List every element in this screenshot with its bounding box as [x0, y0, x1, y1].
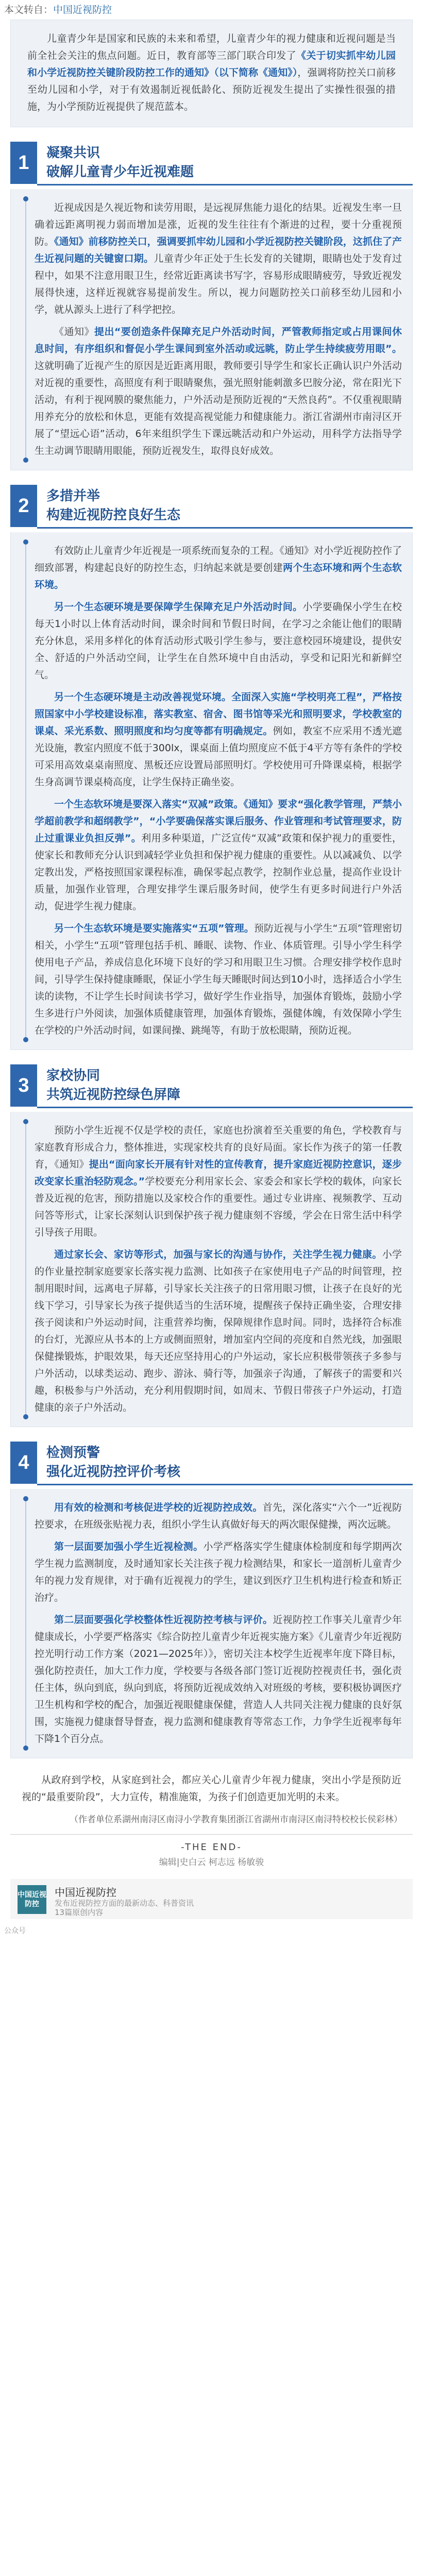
section-header — [10, 1439, 413, 1489]
section-paragraph: 第一层面要加强小学生近视检测。小学严格落实学生健康体检制度和每学期两次学生视力监测制度，及时通知家长关注孩子视力检测结果，和家长一道剖析儿童青少年的视力发育规律，对于确有近视视力的学生，建议到医疗卫生机构进行检查和矫正治疗。 — [35, 1541, 402, 1603]
section-header — [10, 1062, 413, 1112]
section-body — [10, 1112, 413, 1427]
editors-credit: 编辑|史白云 柯志远 杨敏骏 — [159, 1857, 264, 1868]
the-end-label: -THE END- — [181, 1842, 242, 1853]
section-header — [10, 140, 413, 189]
section-paragraph: 《通知》提出“要创造条件保障充足户外活动时间，严管教师指定或占用课间休息时间，有序组织和督促小学生课间到室外活动或远眺，防止学生持续疲劳用眼”。这就明确了近视产生的原因是近距离用眼，教师要引导学生和家长正确认识户外活动对近视的重要性，高照度有利于眼睛聚焦，强光照射能刺激多巴胺分泌，常在阳光下活动，有利于视网膜的聚焦能力，户外活动是预防近视的“天然良药”。不仅重视眼睛用养充分的放松和休息，更能有效提高视觉能力和健康能力。浙江省湖州市南浔区开展了“望远心语”活动，6年来组织学生下课远眺活动和户外运动，用科学方法指导学生主动调节眼睛用眼能，预防近视发生，取得良好成效。 — [35, 326, 402, 456]
repost-prefix: 本文转自： — [4, 4, 54, 15]
section-underline — [37, 527, 413, 529]
closing-paragraph: 从政府到学校，从家庭到社会，都应关心儿童青少年视力健康，突出小学是预防近视的“最重要阶段”，大力宣传，精准施策，为孩子们创造更加光明的未来。 — [22, 1774, 401, 1803]
section-number: 1 — [10, 142, 37, 184]
section-number: 4 — [10, 1442, 37, 1484]
account-card[interactable] — [10, 1879, 413, 1919]
section-number: 2 — [10, 485, 37, 527]
intro-card — [10, 20, 413, 127]
section-body — [10, 189, 413, 470]
section-paragraph: 另一个生态软环境是要实施落实“五项”管理。预防近视与小学生“五项”管理密切相关，小学生“五项”管理包括手机、睡眠、读物、作业、体质管理。引导小学生科学使用电子产品，养成信息化环境下良好的学习和用眼卫生习惯。合理安排学校作息时间，引导学生保持健康睡眠，保证小学生每天睡眠时间达到10小时，选择适合小学生读的读物，不让学生长时间读书学习，做好学生作业指导，加强体育锻炼，鼓励小学生多进行户外阅读，加强体质健康管理，加强体育锻炼，强健体魄，有效保障小学生在学校的户外活动时间，如课间操、跳绳等，有助于放松眼睛，预防近视。 — [35, 923, 402, 1036]
section-paragraph: 用有效的检测和考核促进学校的近视防控成效。首先，深化落实“六个一”近视防控要求，在班级张贴视力表，组织小学生认真做好每天的两次眼保健操，两次远眺。 — [35, 1502, 402, 1530]
repost-header — [0, 0, 423, 14]
section-paragraph: 近视成因是久视近物和读劳用眼，是远视屏焦能力退化的结果。近视发生率一旦确着远距离明视力弱而增加是涨，近视的发生往往有个渐进的过程，要十分重视预防。《通知》前移防控关口，强调要抓牢幼儿园和小学近视防控关键阶段，这抓住了产生近视问题的关键窗口期。儿童青少年正处于生长发育的关键期，眼睛也处于发育过程中，如果不注意用眼卫生，经常近距离读书写字，容易形成眼睛疲劳，导致近视发展得快速，这样近视就容易提前发生。所以，视力问题防控关口前移至幼儿园和小学，就从源头上进行了科学把控。 — [35, 202, 402, 315]
section-paragraph: 预防小学生近视不仅是学校的责任，家庭也扮演着至关重要的角色，学校教育与家庭教育形成合力，整体推进，实现家校共育的良好局面。家长作为孩子的第一任教育，《通知》提出“面向家长开展有针对性的宣传教育，提升家庭近视防控意识，逐步改变家长重治轻防观念。”学校要充分利用家长会、家委会和家长学校的载体，向家长普及近视的危害，预防措施以及家校合作的重要性。通过专业讲座、视频教学、互动问答等形式，让家长深刻认识到保护孩子视力健康刻不容缓，学会在日常生活中科学引导孩子用眼。 — [35, 1125, 402, 1238]
section-paragraph: 另一个生态硬环境是要保障学生保障充足户外活动时间。小学要确保小学生在校每天1小时以上体育活动时间，课余时间和节假日时间，在学习之余能让他们的眼睛充分休息，采用多样化的体育活动形式吸引学生参与，要注意校园环境建设，提供安全、舒适的户外活动空间，让学生在自然环境中自由活动，享受和记阳光和新鲜空气。 — [35, 601, 402, 681]
section-title: 家校协同 共筑近视防控绿色屏障 — [46, 1068, 181, 1103]
section-title: 多措并举 构建近视防控良好生态 — [46, 488, 181, 523]
section-paragraph: 有效防止儿童青少年近视是一项系统而复杂的工程。《通知》对小学近视防控作了细致部署，构建起良好的防控生态，归纳起来就是要创建两个生态环境和两个生态软环境。 — [35, 545, 402, 590]
footer-label: 公众号 — [4, 1927, 26, 1935]
account-logo: 中国近视防控 — [18, 1885, 46, 1914]
intro-paragraph: 儿童青少年是国家和民族的未来和希望，儿童青少年的视力健康和近视问题是当前全社会关注的焦点问题。近日，教育部等三部门联合印发了《关于切实抓牢幼儿园和小学近视防控关键阶段防控工作的通知》（以下简称《通知》），强调将防控关口前移至幼儿园和小学，对于有效遏制近视低龄化、预防近视发生提出了实操性很强的措施，为小学预防近视提供了规范蓝本。 — [27, 33, 396, 112]
closing — [10, 1772, 413, 1806]
account-description: 发布近视防控方面的最新动态、科普资讯 13篇原创内容 — [55, 1899, 194, 1917]
author-note — [0, 1813, 402, 1827]
section-title: 检测预警 强化近视防控评价考核 — [46, 1445, 181, 1480]
repost-source-link[interactable]: 中国近视防控 — [53, 4, 112, 15]
section-paragraph: 一个生态软环境是要深入落实“双减”政策。《通知》要求“强化教学管理，严禁小学超前教学和超纲教学”，“小学要确保落实课后服务、作业管理和考试管理要求，防止过重课业负担反弹”。利用多种渠道，广泛宣传“双减”政策和保护视力的重要性，使家长和教师充分认识到减轻学业负担和保护视力健康的重要性。从以减减负、以学定教出发，严格按照国家课程标准，确保零起点教学，控制作业总量，提高作业设计质量，加强作业管理，合理安排学生课后服务时间，使学生有更多时间进行户外活动，促进学生视力健康。 — [35, 799, 402, 912]
section-paragraph: 通过家长会、家访等形式，加强与家长的沟通与协作，关注学生视力健康。小学的作业量控制家庭要家长落实视力监测、比如孩子在家使用电子产品的时间管理，控制用眼时间，远离电子屏幕，引导家长关注孩子的日常用眼习惯，让孩子在良好的光线下学习，引导家长为孩子提供适当的生活环境，提醒孩子保持正确坐姿，合理安排孩子阅读和户外运动时间，注重营养均衡，保障规律作息时间。同时，选择符合标准的台灯，光源应从书本的上方或侧面照射，增加室内空间的亮度和自然光线，加强眼保健操锻炼，护眼效果，每天还应坚持用心的户外运动，家长应积极带领孩子多参与户外活动，以球类运动、跑步、游泳、骑行等，加强亲子沟通，了解孩子的需要和兴趣，积极参与户外活动，充分利用假期时间，如周末、节假日带孩子户外运动，打造健康的亲子户外活动。 — [35, 1249, 402, 1413]
section-paragraph: 另一个生态硬环境是主动改善视觉环境。全面深入实施“学校明亮工程”，严格按照国家中小学校建设标准，落实教室、宿舍、图书馆等采光和照明要求，学校教室的课桌、采光系数、照明照度和均匀度等都有明确规定。例如，教室不应采用不透光遮光设施，教室内照度不低于300lx，课桌面上值均照度应不低于4平方等有条件的学校可采用高效桌桌南照度、黑板还应设置局部照明灯。学校使用可升降课桌椅，根据学生身高调节课桌椅高度，让学生保持正确坐姿。 — [35, 691, 402, 788]
account-name: 中国近视防控 — [55, 1886, 116, 1899]
author-note-line: （作者单位系湖州南浔区南浔小学教育集团浙江省湖州市南浔区南浔特校校长侯彩林） — [70, 1815, 402, 1825]
section-body — [10, 1489, 413, 1758]
section-underline — [37, 1107, 413, 1108]
section-header — [10, 483, 413, 532]
section-underline — [37, 1484, 413, 1485]
section-body — [10, 532, 413, 1050]
section-underline — [37, 184, 413, 185]
divider — [10, 1834, 413, 1835]
section-paragraph: 第二层面要强化学校整体性近视防控考核与评价。近视防控工作事关儿童青少年健康成长，小学要严格落实《综合防控儿童青少年近视实施方案》《儿童青少年近视防控光明行动工作方案（2021—2025年）》，密切关注本校学生近视率年度下降目标，强化防控责任，加大工作力度，学校要与各级各部门签订近视防控视责任书，强化责任主体，纵向到底，纵向到底，将预防近视成效纳入对班级的考核，要积极协调医疗卫生机构和学校的配合，加强近视眼健康保健，营造人人共同关注视力健康的良好氛围，实施视力健康督导督查，视力监测和健康教育等常态工作，力争学生近视率每年下降1个百分点。 — [35, 1614, 402, 1744]
section-number: 3 — [10, 1064, 37, 1107]
section-title: 凝聚共识 破解儿童青少年近视难题 — [46, 145, 194, 180]
